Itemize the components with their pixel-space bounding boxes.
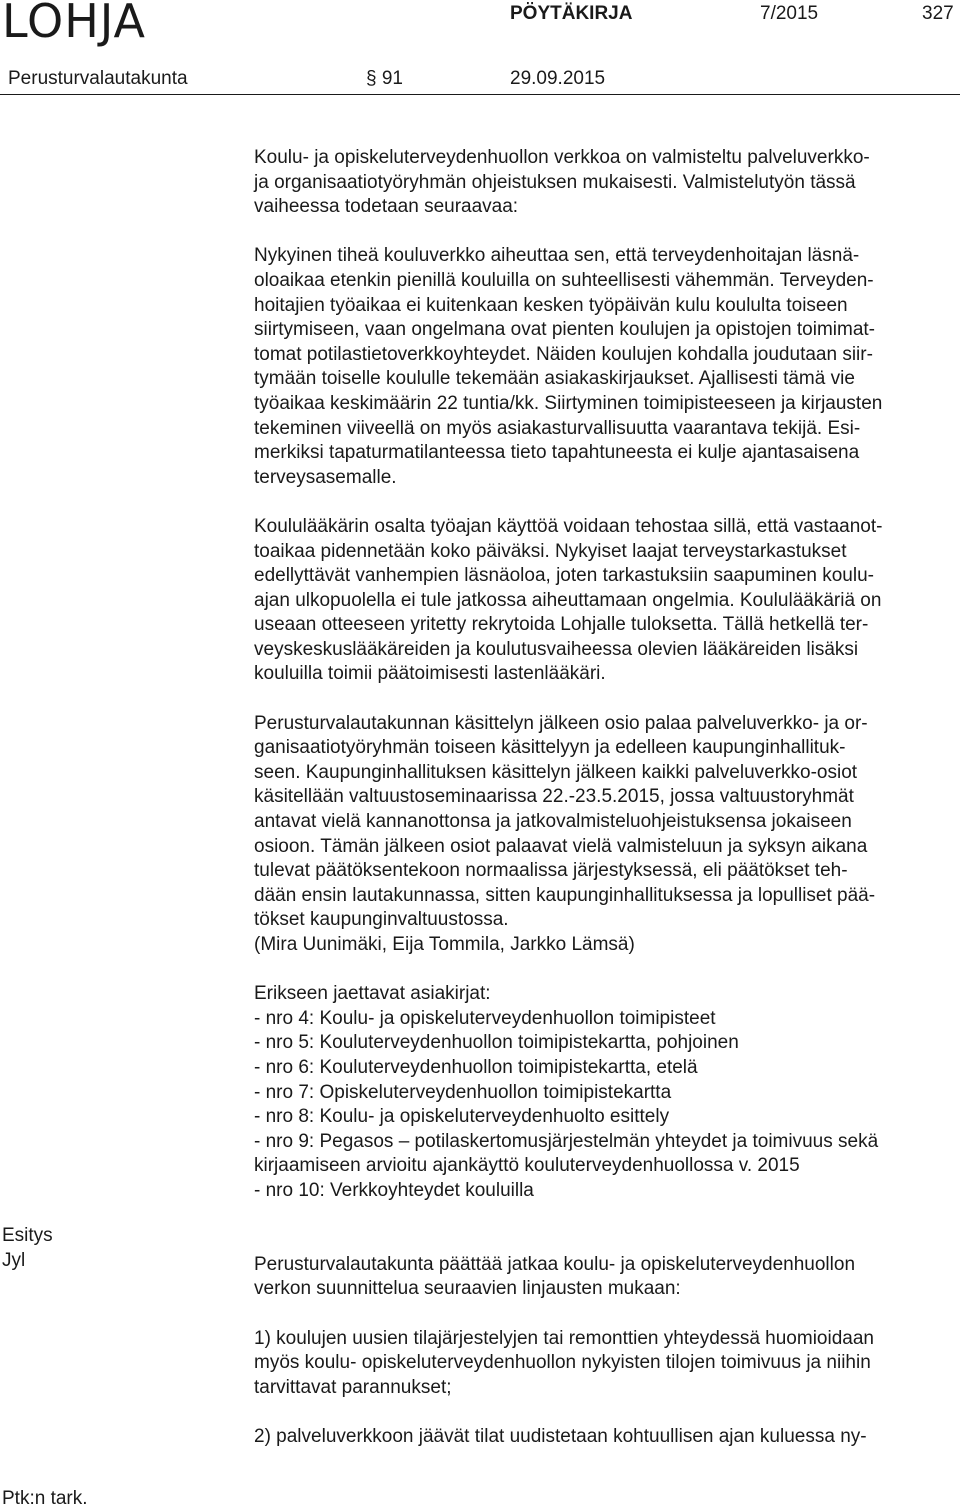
side-labels [2,1224,53,1273]
side-label-presenter: Jyl [2,1249,26,1271]
board-name: Perusturvalautakunta [8,68,188,89]
section-number: § 91 [366,68,403,89]
paragraph-school-network: Nykyinen tiheä kouluverkko aiheuttaa sen, että terveydenhoitajan läsnä- oloaikaa etenkin pienillä kouluilla on suhteellisesti vähemmän. Terveyden- hoitajien työaikaa ei kuitenkaan kesken työpäivän kulu koululta toiseen siirtymiseen, vaan ongelmana ovat pienten koulujen ja opistojen toimimat- tomat potilastietoverkkoyhteydet. Näiden koulujen kohdalla joudutaan siir- tymään toiselle koululle tekemään asiakaskirjaukset. Ajallisesti tämä vie työaikaa keskimäärin 22 tuntia/kk. Siirtyminen toimipisteeseen ja kirjausten tekeminen viiveellä on myös asiakasturvallisuutta vaarantava tekijä. Esi- merkiksi tapaturmatilanteessa tieto tapahtuneesta ei kulje ajantasaisena terveysasemalle. [254,245,883,488]
paragraph-process: Perusturvalautakunnan käsittelyn jälkeen osio palaa palveluverkko- ja or- ganisaatiotyöryhmän toiseen käsittelyyn ja edelleen kaupunginhallituk- seen. Kaupunginhallituksen käsittelyn jälkeen kaikki palveluverkko-osiot käsitellään valtuustoseminaarissa 22.-23.5.2015, jossa valtuustoryhmät antavat vielä kannanottonsa ja jatkovalmisteluohjeistuksensa jokaiseen osioon. Tämän jälkeen osiot palaavat vielä valmisteluun ja syksyn aikana tulevat päätöksentekoon normaalissa järjestyksessä, eli päätökset teh- dään ensin lautakunnassa, sitten kaupunginhallituksessa ja lopulliset pää- tökset kaupunginvaltuustossa. (Mira Uunimäki, Eija Tommila, Jarkko Lämsä) [254,712,876,955]
proposal-item-1: 1) koulujen uusien tilajärjestelyjen tai remonttien yhteydessä huomioidaan myös koulu- opiskeluterveydenhuollon nykyisten tilojen toimivuus ja niihin tarvittavat parannukset; [254,1327,874,1398]
logo: LOHJA [2,0,147,48]
footer-check-label: Ptk:n tark. [2,1488,88,1509]
header-divider [0,94,960,95]
paragraph-proposal: Perusturvalautakunta päättää jatkaa koulu- ja opiskeluterveydenhuollon verkon suunnittelua seuraavien linjausten mukaan: [254,1253,856,1300]
document-body [254,146,960,1449]
document-number: 7/2015 [760,3,819,24]
page-number: 327 [922,3,954,24]
side-label-proposal: Esitys [2,1225,53,1246]
meeting-date: 29.09.2015 [510,68,606,89]
paragraph-school-doctor: Koululääkärin osalta työajan käyttöä voidaan tehostaa sillä, että vastaanot- toaikaa pidennetään koko päiväksi. Nykyiset laajat terveystarkastukset edellyttävät vanhempien läsnäoloa, joten tarkastuksiin saapuminen koulu- ajan ulkopuolella ei tule jatkossa aiheuttamaan ongelmia. Koululääkäriä on useaan otteeseen yritetty rekrytoida Lohjalle tuloksetta. Tällä hetkellä ter- veyskeskuslääkäreiden ja koulutusvaiheessa olevien lääkäreiden lisäksi kouluilla toimii päätoimisesti lastenlääkäri. [254,515,883,685]
document-type: PÖYTÄKIRJA [510,3,633,24]
attachment-list: Erikseen jaettavat asiakirjat: - nro 4: Koulu- ja opiskeluterveydenhuollon toimipisteet - nro 5: Kouluterveydenhuollon toimipistekartta, pohjoinen - nro 6: Kouluterveydenhuollon toimipistekartta, etelä - nro 7: Opiskeluterveydenhuollon toimipistekartta - nro 8: Koulu- ja opiskeluterveydenhuolto esittely - nro 9: Pegasos – potilaskertomusjärjestelmän yhteydet ja toimivuus sekä kirjaamiseen arvioitu ajankäyttö kouluterveydenhuollossa v. 2015 - nro 10: Verkkoyhteydet kouluilla [254,983,879,1201]
proposal-item-2: 2) palveluverkkoon jäävät tilat uudistetaan kohtuullisen ajan kuluessa ny- [254,1425,867,1447]
paragraph-intro: Koulu- ja opiskeluterveydenhuollon verkkoa on valmisteltu palveluverkko- ja organisaatiotyöryhmän ohjeistuksen mukaisesti. Valmistelutyön tässä vaiheessa todetaan seuraavaa: [254,147,870,218]
